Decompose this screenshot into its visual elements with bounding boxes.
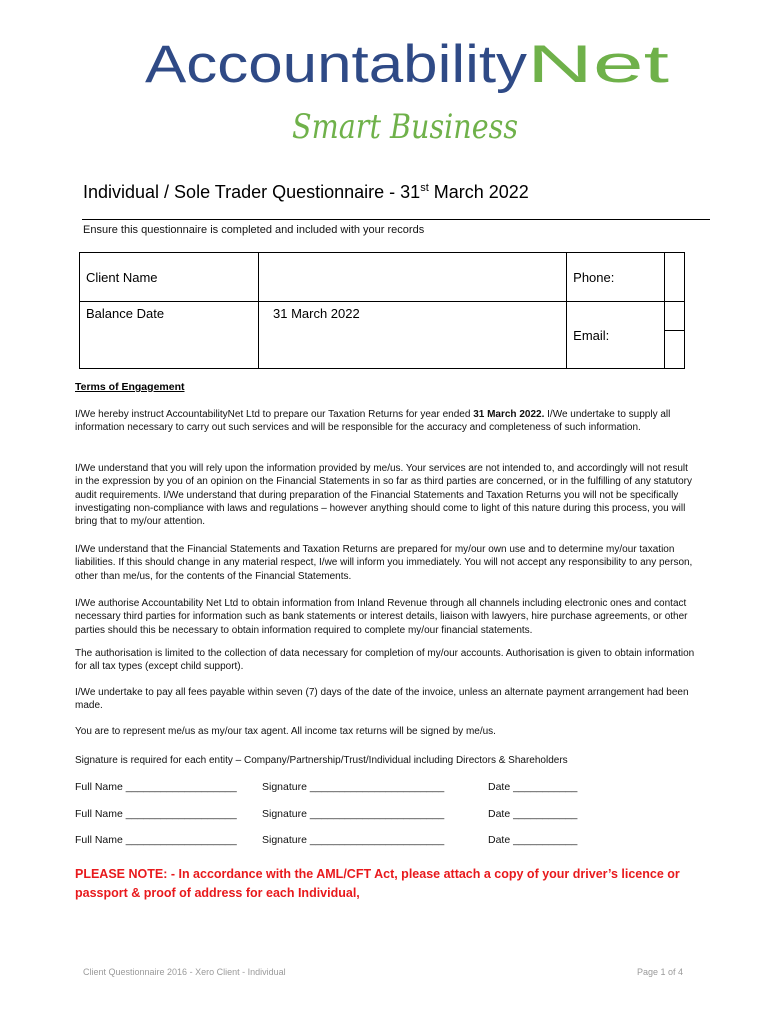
terms-p1-bold: 31 March 2022.: [473, 409, 545, 420]
title-divider: [82, 219, 710, 220]
client-details-table: [79, 252, 685, 369]
client-name-label: Client Name: [80, 253, 259, 302]
sig-row-3-signature[interactable]: Signature _______________________: [262, 834, 445, 846]
email-label: Email:: [567, 302, 665, 369]
terms-paragraph-8: Signature is required for each entity – Company/Partnership/Trust/Individual including Directors & Shareholders: [75, 755, 568, 766]
aml-notice: [75, 865, 680, 903]
sig-row-1-signature[interactable]: Signature _______________________: [262, 781, 445, 793]
email-field[interactable]: [665, 302, 685, 331]
title-suffix: March 2022: [428, 182, 529, 202]
title-prefix: Individual / Sole Trader Questionnaire - 31: [83, 182, 421, 202]
terms-p1-after: I/We undertake to supply all information necessary to carry out such services and will be responsible for the accuracy and completeness of such information.: [75, 409, 671, 434]
terms-paragraph-6: I/We undertake to pay all fees payable within seven (7) days of the date of the invoice, unless an alternate payment arrangement had been made.: [75, 687, 689, 712]
aml-notice-line-2: passport & proof of address for each Individual,: [75, 886, 360, 900]
terms-paragraph-3: I/We understand that the Financial Statements and Taxation Returns are prepared for my/our own use and to determine my/our taxation liabilities. If this should change in any material respect, I/we will inform you immediately. You will not accept any responsibility to any person, other than me/us, for the contents of the Financial Statements.: [75, 544, 693, 582]
footer-document-name: Client Questionnaire 2016 - Xero Client - Individual: [83, 967, 286, 977]
phone-field[interactable]: [665, 253, 685, 302]
terms-p1-before: I/We hereby instruct AccountabilityNet Ltd to prepare our Taxation Returns for year ended: [75, 409, 474, 420]
sig-row-1-full-name[interactable]: Full Name ___________________: [75, 781, 237, 793]
footer-page-number: Page 1 of 4: [637, 967, 684, 977]
terms-paragraph-2: I/We understand that you will rely upon the information provided by me/us. Your services are not intended to, and accordingly will not result in the expression by you of an opinion on the Financial Statements in so far as third parties are concerned, or in the fulfilling of any statutory audit requirements. I/We understand that during preparation of the Financial Statements and Taxation Returns you will not be specifically investigating non-compliance with laws and regulations – however anything should come to light of this nature during this process, you will bring that to my/our attention.: [75, 463, 693, 528]
balance-date-value[interactable]: 31 March 2022: [259, 302, 567, 369]
logo-brand-net: Net: [527, 35, 670, 94]
balance-date-label: Balance Date: [80, 302, 259, 369]
sig-row-3-date[interactable]: Date ___________: [488, 834, 578, 846]
terms-heading: Terms of Engagement: [75, 381, 185, 393]
terms-paragraph-4: I/We authorise Accountability Net Ltd to obtain information from Inland Revenue through all channels including electronic ones and contact necessary third parties for information such as bank statements or interest details, liaison with lawyers, hire purchase agreements, or other parties should this be necessary to obtain information required to complete my/our financial statements.: [75, 598, 688, 636]
logo-tagline: Smart Business: [292, 107, 518, 147]
logo-brand-main: Accountability: [145, 35, 528, 94]
aml-notice-line-1: PLEASE NOTE: - In accordance with the AML/CFT Act, please attach a copy of your driver’s licence or: [75, 867, 680, 881]
terms-paragraph-7: You are to represent me/us as my/our tax agent. All income tax returns will be signed by me/us.: [75, 726, 496, 737]
sig-row-3-full-name[interactable]: Full Name ___________________: [75, 834, 237, 846]
company-logo: [0, 20, 770, 150]
terms-paragraph-5: The authorisation is limited to the collection of data necessary for completion of my/our accounts. Authorisation is given to obtain information for all tax types (except child support).: [75, 648, 695, 673]
client-name-field[interactable]: [259, 253, 567, 302]
sig-row-2-signature[interactable]: Signature _______________________: [262, 808, 445, 820]
phone-label: Phone:: [567, 253, 665, 302]
sig-row-2-full-name[interactable]: Full Name ___________________: [75, 808, 237, 820]
email-field-extra[interactable]: [665, 331, 685, 369]
page-subtitle: Ensure this questionnaire is completed and included with your records: [83, 224, 425, 236]
logo-graphic: [0, 20, 770, 150]
title-superscript: st: [420, 182, 429, 194]
terms-paragraph-1: [75, 408, 695, 435]
sig-row-1-date[interactable]: Date ___________: [488, 781, 578, 793]
sig-row-2-date[interactable]: Date ___________: [488, 808, 578, 820]
page-title: [83, 182, 529, 203]
